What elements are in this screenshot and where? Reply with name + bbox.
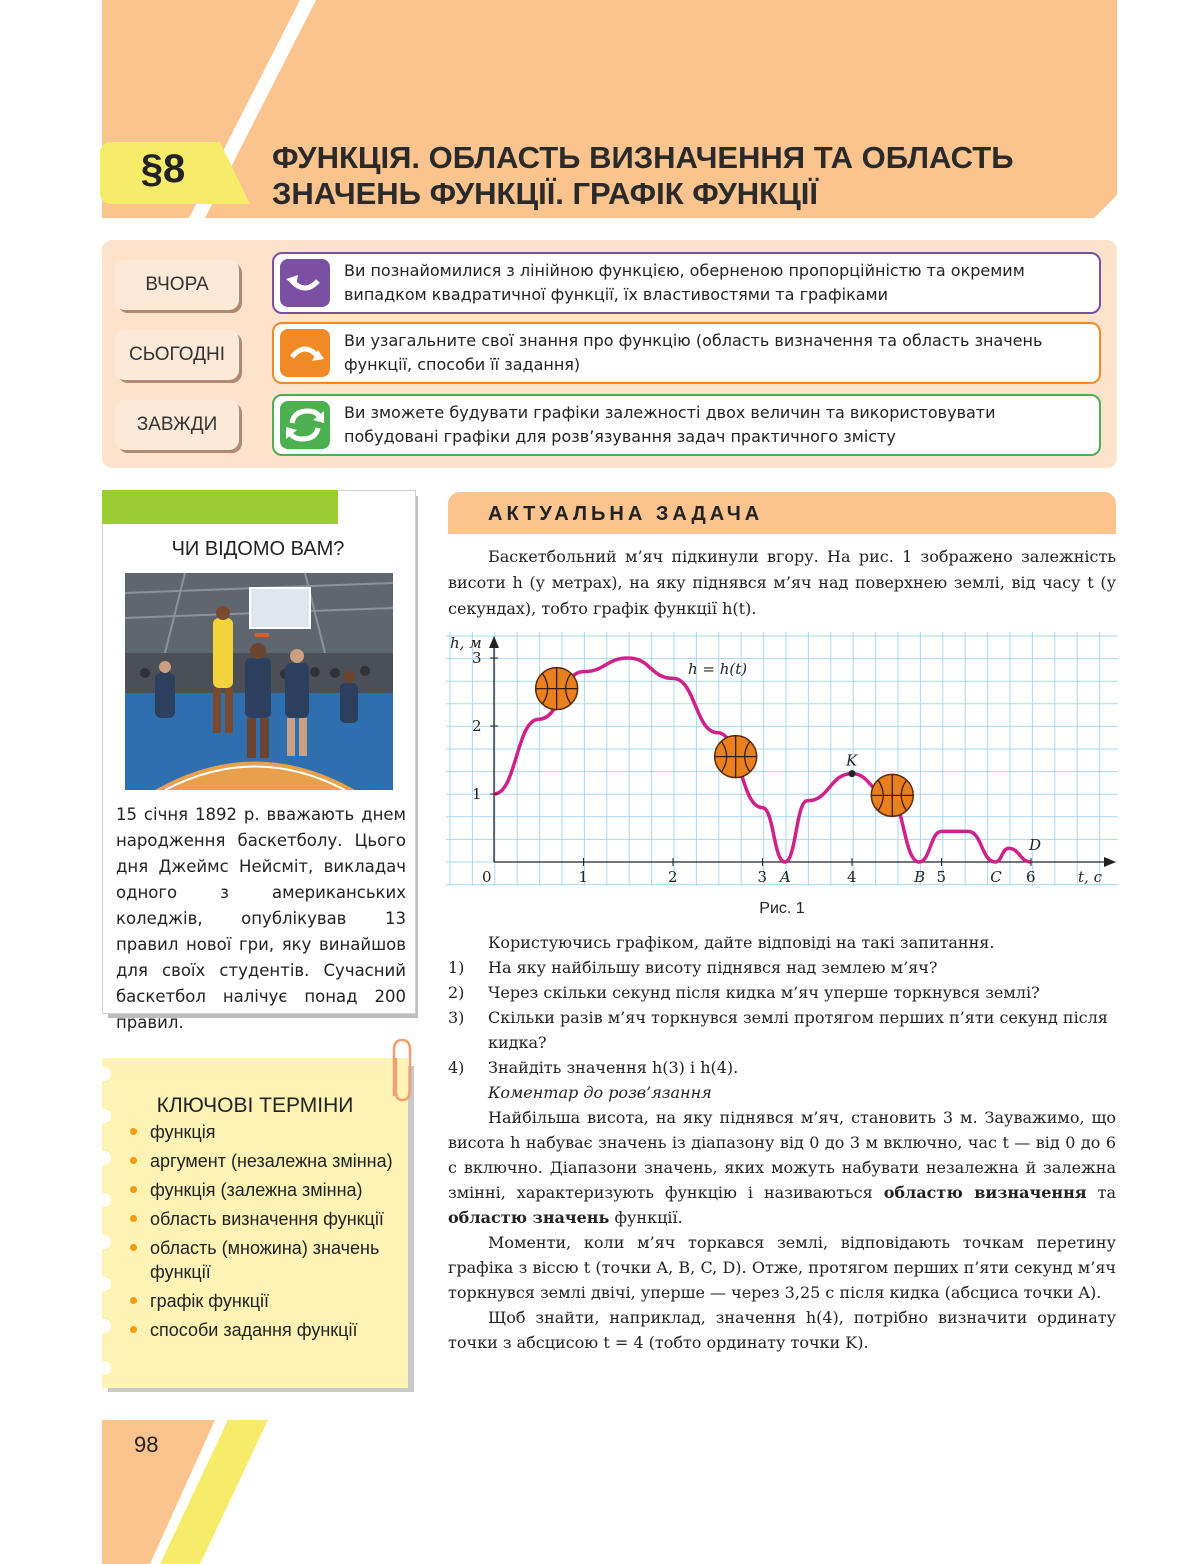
question-item: [448, 955, 1116, 980]
y-tick-label: 2: [472, 717, 482, 735]
question-item: [448, 980, 1116, 1005]
x-axis-label: t, с: [1078, 868, 1102, 886]
question-number: 3): [448, 1008, 465, 1027]
key-term-item: область (множина) значень функції: [130, 1236, 410, 1284]
basketball-icon: [536, 668, 578, 710]
term-domain: областю визначення: [883, 1183, 1087, 1202]
x-axis-arrow: [1104, 857, 1116, 867]
cycle-arrows-icon: [280, 401, 330, 449]
goal-today: [272, 322, 1101, 384]
x-tick-label: 6: [1026, 868, 1036, 886]
y-tick-label: 1: [472, 785, 482, 803]
goal-text: Ви узагальните свої знання про функцію (область визначення та область значень функції, способи її задання): [344, 331, 1043, 374]
text-span: Найбільша висота, на яку піднявся м’яч, становить 3 м. Зауважимо, що висота h набуває значень із діапазону від 0 до 3 м включно, час t — від 0 до 6 с включно. Діапазони значень, яких можуть набувати незалежна й залежна змінні, характеризують функцію і називаються: [448, 1108, 1116, 1202]
x-tick-label: 4: [847, 868, 857, 886]
key-term-item: функція (залежна змінна): [130, 1178, 410, 1202]
point-label-b: B: [914, 868, 926, 886]
y-axis-arrow: [489, 636, 499, 648]
curve-arrow-forward-icon: [280, 329, 330, 377]
title-line-1: ФУНКЦІЯ. ОБЛАСТЬ ВИЗНАЧЕННЯ ТА ОБЛАСТЬ: [272, 140, 1014, 175]
question-number: 2): [448, 983, 465, 1002]
basketball-icon: [715, 736, 757, 778]
tab-always: ЗАВЖДИ: [115, 400, 239, 450]
key-terms-title: КЛЮЧОВІ ТЕРМІНИ: [156, 1094, 354, 1117]
y-tick-label: 3: [472, 649, 482, 667]
tab-today: СЬОГОДНІ: [115, 330, 239, 380]
term-range: областю значень: [448, 1208, 610, 1227]
point-label-c: C: [990, 868, 1002, 886]
questions: [448, 930, 1116, 1355]
point-label-d: D: [1029, 836, 1042, 854]
key-term-item: функція: [130, 1120, 410, 1144]
y-axis-label: h, м: [450, 634, 482, 652]
curve-label: h = h(t): [688, 660, 748, 678]
figure-caption: Рис. 1: [759, 900, 805, 917]
did-you-know-text: 15 січня 1892 р. вважають днем народження баскетболу. Цього дня Джеймс Нейсміт, викладач одного з американських коледжів, опублікував 13 правил нової гри, яку винайшов для своїх студентів. Сучасний баскетбол налічує понад 200 правил.: [116, 805, 406, 1032]
x-tick-label: 5: [936, 868, 947, 886]
x-tick-label: 2: [668, 868, 678, 886]
text-span: функції.: [609, 1208, 683, 1227]
card-accent-bar: [102, 490, 338, 524]
goal-text: Ви познайомилися з лінійною функцією, оберненою пропорційністю та окремим випадком квадратичної функції, їх властивостями та графіками: [344, 261, 1025, 304]
key-term-item: графік функції: [130, 1289, 410, 1313]
key-term-item: область визначення функції: [130, 1207, 410, 1231]
question-text: Скільки разів м’яч торкнувся землі протягом перших п’яти секунд після кидка?: [488, 1008, 1108, 1052]
tab-yesterday: ВЧОРА: [115, 260, 239, 310]
question-text: На яку найбільшу висоту піднявся над землею м’яч?: [488, 958, 938, 977]
key-terms-list: [130, 1120, 410, 1347]
comment-title: Коментар до розв’язання: [488, 1083, 712, 1102]
paragraph-number: §8: [140, 147, 186, 191]
page-number: 98: [134, 1432, 159, 1457]
goal-yesterday: [272, 252, 1101, 314]
comment-paragraph-1: [448, 1105, 1116, 1230]
goal-always: [272, 394, 1101, 456]
question-text: Знайдіть значення h(3) і h(4).: [488, 1058, 739, 1077]
key-term-item: способи задання функції: [130, 1318, 410, 1342]
goal-text: Ви зможете будувати графіки залежності двох величин та використовувати побудовані графіки для розв’язування задач практичного змісту: [344, 403, 996, 446]
x-tick-label: 1: [578, 868, 589, 886]
question-text: Через скільки секунд після кидка м’яч уперше торкнувся землі?: [488, 983, 1040, 1002]
question-number: 1): [448, 958, 465, 977]
point-k-marker: [849, 770, 856, 777]
x-tick-label: 3: [757, 868, 768, 886]
comment-paragraph-2: Моменти, коли м’яч торкався землі, відповідають точкам перетину графіка з віссю t (точки A, B, C, D). Отже, протягом перших п’яти секунд м’яч торкнувся землі двічі, уперше — через 3,25 с після кидка (абсциса точки A).: [448, 1233, 1116, 1302]
curve-arrow-back-icon: [280, 259, 330, 307]
title-line-2: ЗНАЧЕНЬ ФУНКЦІЇ. ГРАФІК ФУНКЦІЇ: [272, 176, 818, 211]
problem-intro: Баскетбольний м’яч підкинули вгору. На рис. 1 зображено залежність висоти h (у метрах), на яку піднявся м’яч над поверхнею землі, від часу t (у секундах), тобто графік функції h(t).: [448, 547, 1116, 618]
height-time-graph: [446, 632, 1118, 886]
x-tick-label: 0: [482, 868, 492, 886]
basketball-icon: [871, 774, 913, 816]
did-you-know-title: ЧИ ВІДОМО ВАМ?: [171, 538, 345, 560]
text-span: та: [1086, 1183, 1116, 1202]
question-number: 4): [448, 1058, 465, 1077]
question-item: [448, 1055, 1116, 1080]
point-label-k: K: [846, 751, 858, 770]
point-label-a: A: [779, 868, 791, 886]
key-term-item: аргумент (незалежна змінна): [130, 1149, 410, 1173]
question-item: [448, 1005, 1116, 1055]
page-title: [272, 140, 1072, 212]
comment-paragraph-3: Щоб знайти, наприклад, значення h(4), потрібно визначити ординату точки з абсцисою t = 4 (тобто ординату точки K).: [448, 1308, 1116, 1352]
questions-intro: Користуючись графіком, дайте відповіді на такі запитання.: [488, 933, 995, 952]
basketball-game-photo: [125, 573, 393, 790]
section-title: АКТУАЛЬНА ЗАДАЧА: [488, 503, 764, 525]
